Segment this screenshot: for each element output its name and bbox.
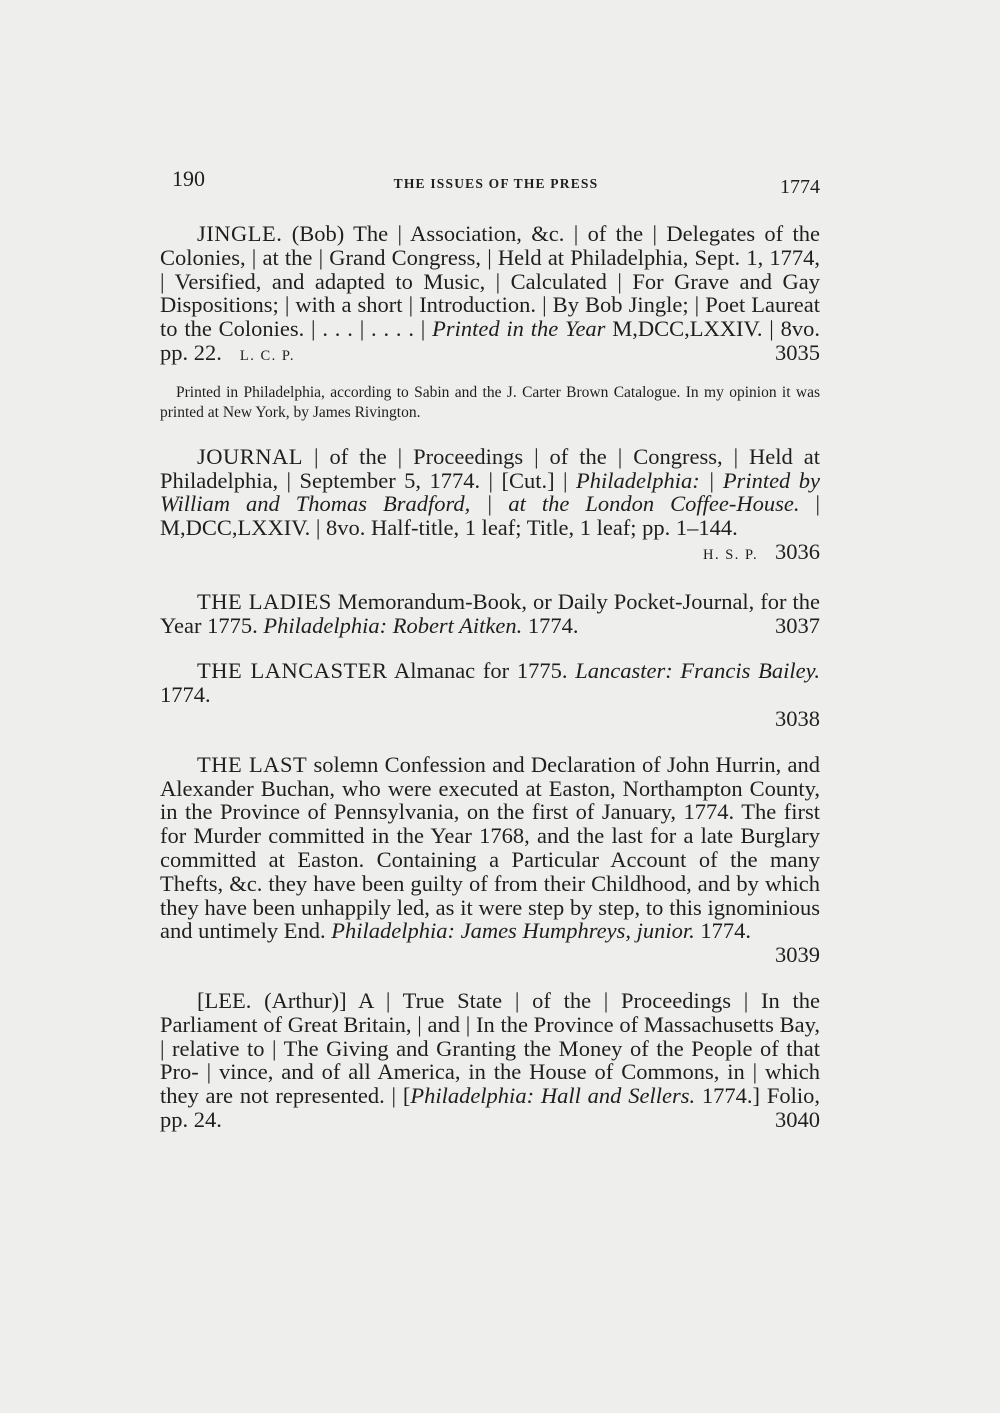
entry-lead: JOURNAL	[197, 443, 304, 469]
entry-number: 3040	[775, 1106, 820, 1132]
entry-text-2: 1774.	[160, 682, 211, 708]
entry-text-2: 1774.] Folio, pp. 24.	[160, 1083, 820, 1132]
entry-imprint: Lancaster: Francis Bailey.	[575, 658, 820, 684]
running-title: THE ISSUES OF THE PRESS	[393, 176, 599, 191]
entry-number: 3035	[775, 339, 820, 365]
entry-imprint: Philadelphia: Robert Aitken.	[263, 612, 523, 638]
entry-3038	[160, 659, 820, 730]
entry-lead: THE LANCASTER	[197, 658, 388, 684]
entry-lead: JINGLE.	[197, 221, 283, 246]
entry-text: solemn Confession and Declaration of John Hurrin, and Alexander Buchan, who were executed at Easton, Northampton County, in the Province of Pennsylvania, on the first of January, 1774. The first for Murder committed in the Year 1768, and the last for a late Burglary committed at Easton. Containing a Particular Account of the many Thefts, &c. they have been guilty of from their Childhood, and by which they have been unhappily led, as it were step by step, to this ignominious and untimely End.	[160, 751, 820, 944]
entry-imprint: Philadelphia: Hall and Sellers.	[410, 1083, 696, 1109]
entry-number: 3037	[775, 612, 820, 638]
entry-locations: H. S. P.	[703, 546, 759, 563]
entry-locations: L. C. P.	[239, 347, 295, 364]
entry-imprint: Printed in the Year	[432, 316, 606, 342]
entry-lead: [LEE.	[197, 987, 252, 1013]
entry-text: (Arthur)] A | True State | of the | Proceedings | In the Parliament of Great Britain, | and | In the Province of Massachusetts Bay, | relative to | The Giving and Granting the Money of the People of that Pro- | vince, and of all America, in the House of Commons, in | which they are not represented. | [	[160, 987, 820, 1109]
entry-imprint: Philadelphia: | Printed by William and Thomas Bradford, | at the London Coffee-House.	[160, 467, 820, 517]
running-head	[172, 166, 820, 206]
entry-text-2: 1774.	[522, 612, 579, 638]
entry-3035	[160, 222, 820, 369]
entry-3039	[160, 753, 820, 967]
entry-text: Almanac for 1775.	[387, 658, 576, 684]
note-text: Printed in Philadelphia, according to Sabin and the J. Carter Brown Catalogue. In my opinion it was printed at New York, by James Rivington.	[160, 383, 820, 421]
entry-number: 3039	[775, 942, 820, 968]
entry-imprint: Philadelphia: James Humphreys, junior.	[331, 918, 695, 944]
entry-note	[160, 383, 820, 423]
entry-text: Memorandum-Book, or Daily Pocket-Journal, for the Year 1775.	[160, 588, 820, 638]
entry-text: | of the | Proceedings | of the | Congress, | Held at Philadelphia, | September 5, 1774. | [Cut.] |	[160, 443, 820, 493]
entry-3037	[160, 590, 820, 638]
entry-number: 3038	[775, 705, 820, 731]
entry-3036	[160, 445, 820, 568]
entry-text-2: | M,DCC,LXXIV. | 8vo. Half-title, 1 leaf; Title, 1 leaf; pp. 1–144.	[160, 491, 820, 541]
entry-lead: THE LADIES	[197, 588, 332, 614]
running-year: 1774	[780, 176, 820, 198]
entry-text-2: M,DCC,LXXIV. | 8vo. pp. 22.	[160, 316, 820, 365]
entry-3040	[160, 989, 820, 1132]
entry-text-2: 1774.	[694, 918, 751, 944]
page-number: 190	[172, 166, 205, 191]
entry-lead: THE LAST	[197, 751, 308, 777]
bibliography-entries	[160, 222, 820, 1132]
entry-number: 3036	[775, 538, 820, 564]
entry-text: (Bob) The | Association, &c. | of the | Delegates of the Colonies, | at the | Grand Congress, | Held at Philadelphia, Sept. 1, 1774, | Versified, and adapted to Music, | Calculated | For Grave and Gay Dispositions; | with a short | Introduction. | By Bob Jingle; | Poet Laureat to the Colonies. | . . . | . . . . |	[160, 221, 820, 342]
